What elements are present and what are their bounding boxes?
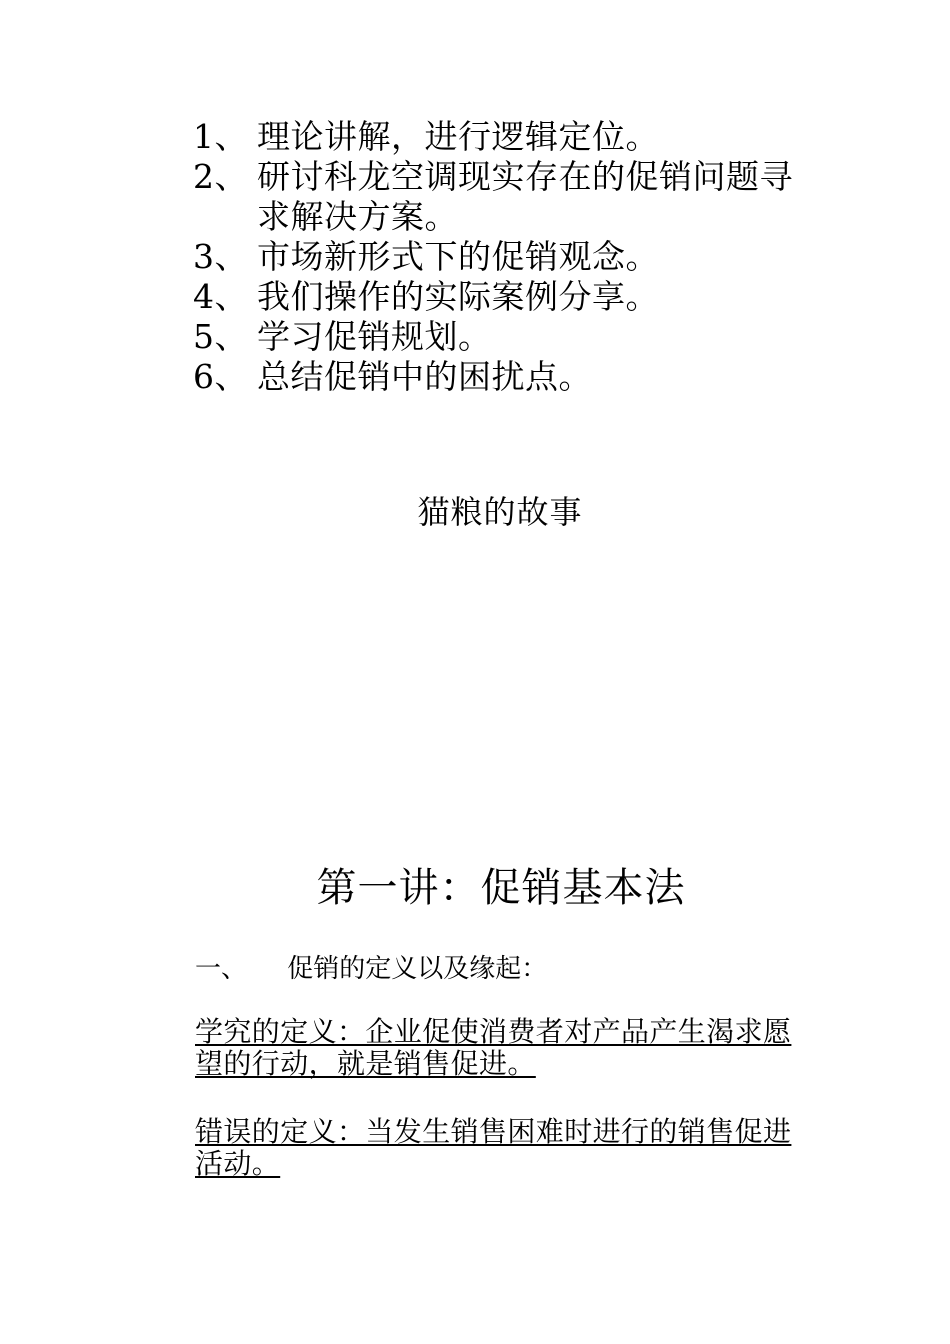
outline-list [193, 117, 833, 397]
story-title: 猫粮的故事 [417, 493, 583, 531]
list-item-number: 5、 [193, 317, 248, 356]
list-item-text: 研讨科龙空调现实存在的促销问题寻求解决方案。 [257, 157, 793, 236]
definition-paragraph: 错误的定义：当发生销售困难时进行的销售促进活动。 [195, 1115, 792, 1180]
list-item [193, 157, 833, 237]
list-item-number: 6、 [193, 357, 248, 396]
list-item-text: 总结促销中的困扰点。 [257, 357, 592, 396]
section-title: 促销的定义以及缘起： [287, 954, 548, 984]
section-number: 一、 [195, 954, 248, 984]
lecture-title: 第一讲：促销基本法 [316, 865, 686, 911]
list-item [193, 237, 833, 277]
list-item-text: 理论讲解，进行逻辑定位。 [257, 117, 659, 156]
definition-paragraph: 学究的定义：企业促使消费者对产品产生渴求愿望的行动，就是销售促进。 [195, 1015, 792, 1080]
list-item-text: 我们操作的实际案例分享。 [257, 277, 659, 316]
list-item-text: 学习促销规划。 [257, 317, 492, 356]
list-item-number: 1、 [193, 117, 248, 156]
list-item [193, 117, 833, 157]
list-item-number: 4、 [193, 277, 248, 316]
list-item [193, 277, 833, 317]
section-heading [195, 952, 547, 986]
list-item [193, 357, 833, 397]
list-item-number: 3、 [193, 237, 248, 276]
list-item [193, 317, 833, 357]
list-item-text: 市场新形式下的促销观念。 [257, 237, 659, 276]
list-item-number: 2、 [193, 157, 248, 196]
